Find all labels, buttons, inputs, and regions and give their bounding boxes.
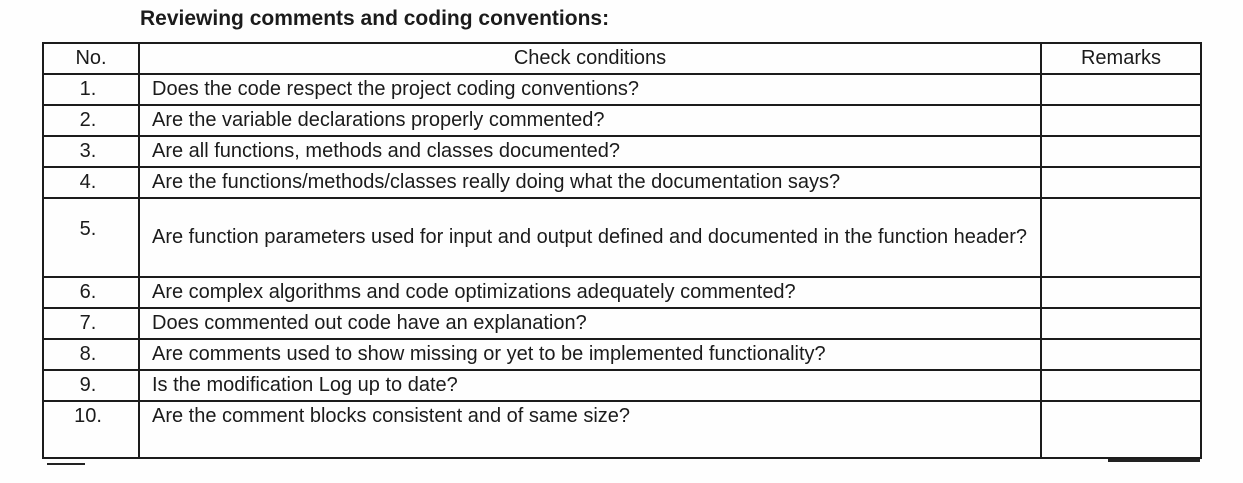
- column-header-check-conditions: Check conditions: [139, 43, 1041, 74]
- row-number-cell: 5.: [43, 198, 139, 277]
- row-number-cell: 1.: [43, 74, 139, 105]
- check-condition-cell: Are the comment blocks consistent and of same size?: [139, 401, 1041, 458]
- row-number-cell: 4.: [43, 167, 139, 198]
- column-header-remarks: Remarks: [1041, 43, 1201, 74]
- check-condition-cell: Is the modification Log up to date?: [139, 370, 1041, 401]
- row-number-cell: 2.: [43, 105, 139, 136]
- table-row: [43, 401, 1201, 458]
- check-condition-cell: Does commented out code have an explanation?: [139, 308, 1041, 339]
- remarks-cell: [1041, 339, 1201, 370]
- table-row: [43, 136, 1201, 167]
- scan-artifact: [1108, 459, 1200, 462]
- table-row: [43, 370, 1201, 401]
- check-condition-cell: Are function parameters used for input and output defined and documented in the function header?: [139, 198, 1041, 277]
- table-header-row: [43, 43, 1201, 74]
- remarks-cell: [1041, 136, 1201, 167]
- page-title: Reviewing comments and coding conventions:: [140, 7, 610, 30]
- check-condition-cell: Are all functions, methods and classes documented?: [139, 136, 1041, 167]
- row-number-cell: 6.: [43, 277, 139, 308]
- check-condition-cell: Are the variable declarations properly commented?: [139, 105, 1041, 136]
- check-condition-cell: Are comments used to show missing or yet to be implemented functionality?: [139, 339, 1041, 370]
- remarks-cell: [1041, 370, 1201, 401]
- table-row: [43, 308, 1201, 339]
- row-number-cell: 8.: [43, 339, 139, 370]
- row-number-cell: 7.: [43, 308, 139, 339]
- table-row: [43, 198, 1201, 277]
- remarks-cell: [1041, 277, 1201, 308]
- table-row: [43, 167, 1201, 198]
- review-checklist-table: [42, 42, 1202, 459]
- remarks-cell: [1041, 401, 1201, 458]
- remarks-cell: [1041, 105, 1201, 136]
- remarks-cell: [1041, 74, 1201, 105]
- remarks-cell: [1041, 167, 1201, 198]
- remarks-cell: [1041, 198, 1201, 277]
- check-condition-cell: Does the code respect the project coding conventions?: [139, 74, 1041, 105]
- table-row: [43, 105, 1201, 136]
- check-condition-cell: Are the functions/methods/classes really doing what the documentation says?: [139, 167, 1041, 198]
- column-header-no: No.: [43, 43, 139, 74]
- row-number-cell: 9.: [43, 370, 139, 401]
- remarks-cell: [1041, 308, 1201, 339]
- row-number-cell: 10.: [43, 401, 139, 458]
- scan-artifact: [47, 463, 85, 465]
- table-row: [43, 339, 1201, 370]
- table-row: [43, 277, 1201, 308]
- table-row: [43, 74, 1201, 105]
- row-number-cell: 3.: [43, 136, 139, 167]
- check-condition-cell: Are complex algorithms and code optimizations adequately commented?: [139, 277, 1041, 308]
